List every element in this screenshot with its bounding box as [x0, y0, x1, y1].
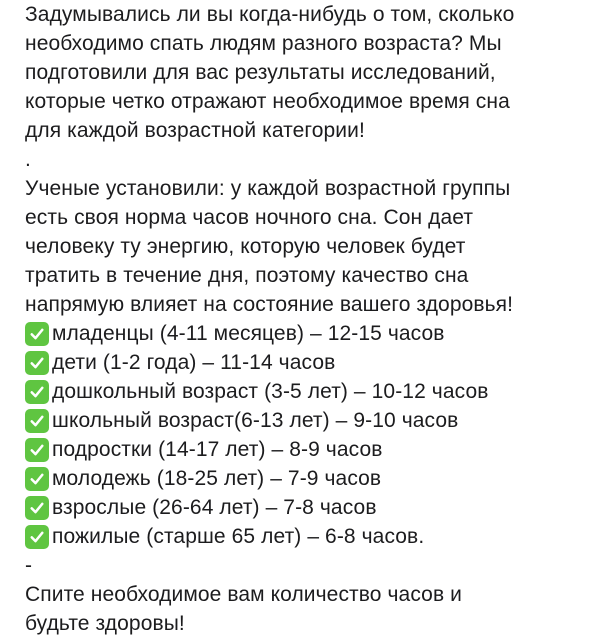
post-body	[25, 0, 595, 638]
list-item	[25, 406, 595, 435]
list-item-text: младенцы (4-11 месяцев) – 12-15 часов	[52, 322, 445, 345]
list-item	[25, 319, 595, 348]
intro-line: необходимо спать людям разного возраста? Мы	[25, 32, 502, 55]
list-item-text: дошкольный возраст (3-5 лет) – 10-12 часов	[52, 380, 489, 403]
check-mark-button-icon	[25, 438, 49, 462]
body-line: человеку ту энергию, которую человек будет	[25, 235, 466, 258]
list-item	[25, 435, 595, 464]
list-item-text: молодежь (18-25 лет) – 7-9 часов	[52, 467, 382, 490]
separator-dot: .	[25, 148, 31, 171]
sleep-norms-list	[25, 319, 595, 551]
list-item-text: пожилые (старше 65 лет) – 6-8 часов.	[52, 525, 425, 548]
list-item	[25, 348, 595, 377]
list-item-text: подростки (14-17 лет) – 8-9 часов	[52, 438, 383, 461]
check-mark-button-icon	[25, 409, 49, 433]
list-item	[25, 464, 595, 493]
body-line: тратить в течение дня, поэтому качество сна	[25, 264, 469, 287]
check-mark-button-icon	[25, 525, 49, 549]
intro-line: для каждой возрастной категории!	[25, 119, 365, 142]
list-item-text: дети (1-2 года) – 11-14 часов	[52, 351, 336, 374]
list-item	[25, 377, 595, 406]
intro-line: подготовили для вас результаты исследований,	[25, 61, 496, 84]
separator-dash: -	[25, 554, 33, 577]
body-paragraph	[25, 174, 595, 319]
check-mark-button-icon	[25, 380, 49, 404]
list-item-text: школьный возраст(6-13 лет) – 9-10 часов	[52, 409, 459, 432]
check-mark-button-icon	[25, 496, 49, 520]
list-item	[25, 522, 595, 551]
body-line: есть своя норма часов ночного сна. Сон дает	[25, 206, 474, 229]
intro-line: Задумывались ли вы когда-нибудь о том, сколько	[25, 3, 515, 26]
body-line: Ученые установили: у каждой возрастной группы	[25, 177, 511, 200]
intro-line: которые четко отражают необходимое время сна	[25, 90, 510, 113]
list-item	[25, 493, 595, 522]
list-item-text: взрослые (26-64 лет) – 7-8 часов	[52, 496, 377, 519]
check-mark-button-icon	[25, 351, 49, 375]
check-mark-button-icon	[25, 322, 49, 346]
intro-paragraph	[25, 0, 595, 145]
check-mark-button-icon	[25, 467, 49, 491]
outro-paragraph	[25, 580, 595, 638]
outro-line: будьте здоровы!	[25, 612, 185, 635]
body-line: напрямую влияет на состояние вашего здоровья!	[25, 293, 514, 316]
outro-line: Спите необходимое вам количество часов и	[25, 583, 462, 606]
